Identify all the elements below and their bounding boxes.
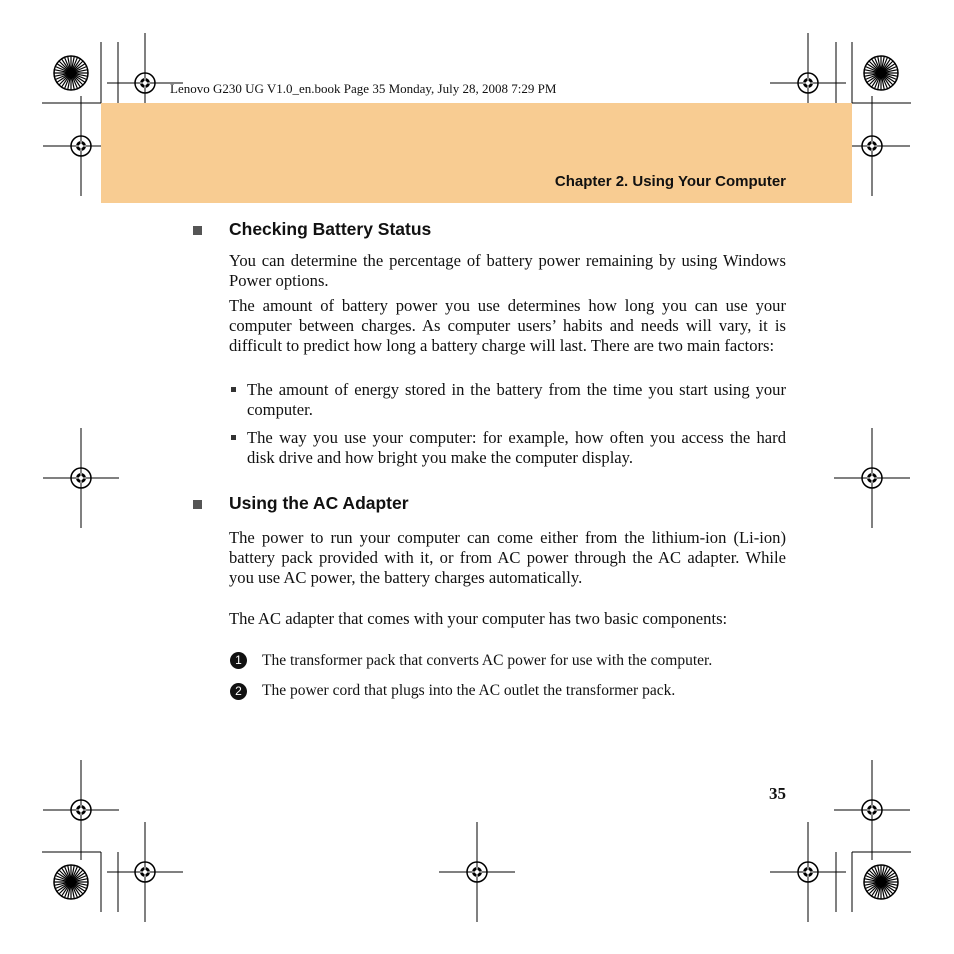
list-item: The amount of energy stored in the battery from the time you start using your computer. (247, 380, 786, 419)
paragraph: The AC adapter that comes with your computer has two basic components: (229, 609, 728, 628)
section-title-battery-status: Checking Battery Status (229, 219, 432, 239)
bullet-marker (231, 435, 236, 440)
component-description: The transformer pack that converts AC power for use with the computer. (262, 652, 713, 669)
callout-number-2: 2 (230, 683, 247, 700)
component-description: The power cord that plugs into the AC outlet the transformer pack. (262, 682, 676, 699)
section-title-ac-adapter: Using the AC Adapter (229, 493, 409, 513)
paragraph: The power to run your computer can come either from the lithium-ion (Li-ion) battery pack provided with it, or from AC power through the AC adapter. While you use AC power, the battery charges automatically. (229, 528, 786, 587)
paragraph: The amount of battery power you use determines how long you can use your computer between charges. As computer users’ habits and needs will vary, it is difficult to predict how long a battery charge will last. There are two main factors: (229, 296, 786, 355)
list-item: The way you use your computer: for example, how often you access the hard disk drive and how bright you make the computer display. (247, 428, 786, 467)
paragraph: You can determine the percentage of battery power remaining by using Windows Power options. (229, 251, 786, 290)
section-marker (193, 226, 202, 235)
chapter-title: Chapter 2. Using Your Computer (554, 173, 786, 190)
file-stamp: Lenovo G230 UG V1.0_en.book Page 35 Monday, July 28, 2008 7:29 PM (170, 81, 557, 96)
section-marker (193, 500, 202, 509)
page-number: 35 (769, 784, 786, 803)
bullet-marker (231, 387, 236, 392)
callout-number-1: 1 (230, 652, 247, 669)
